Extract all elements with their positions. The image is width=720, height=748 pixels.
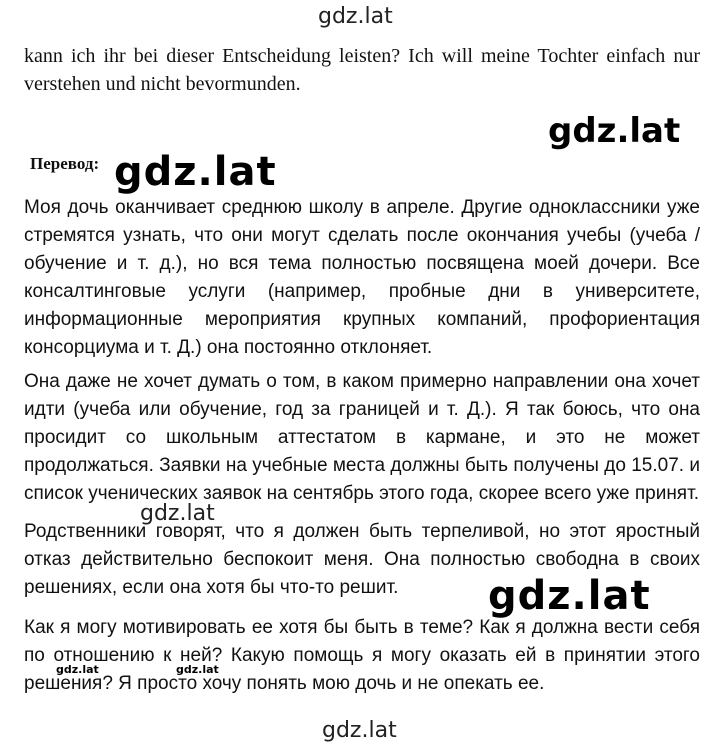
watermark-tiny-left: gdz.lat [56, 663, 99, 676]
german-paragraph: kann ich ihr bei dieser Entscheidung leisten? Ich will meine Tochter einfach nur verstehen und nicht bevormunden. [24, 45, 700, 95]
translation-paragraph-4: Как я могу мотивировать ее хотя бы быть в теме? Как я должна вести себя по отношению к ней? Какую помощь я могу оказать ей в принятии этого решения? Я просто хочу понять мою дочь и не опекать ее. [24, 617, 700, 694]
watermark-bottom: gdz.lat [322, 718, 397, 743]
watermark-tiny-right: gdz.lat [176, 663, 219, 676]
watermark-right-upper: gdz.lat [548, 111, 681, 151]
watermark-heading: gdz.lat [114, 149, 277, 195]
translation-paragraph-1: Моя дочь оканчивает среднюю школу в апреле. Другие одноклассники уже стремятся узнать, что они могут сделать после окончания учебы (учеба / обучение и т. д.), но вся тема полностью посвящена моей дочери. Все консалтинговые услуги (например, пробные дни в университете, информационные мероприятия крупных компаний, профориентация консорциума и т. Д.) она постоянно отклоняет. [24, 197, 700, 358]
translation-heading: Перевод: [30, 154, 100, 173]
translation-paragraph-3: Родственники говорят, что я должен быть терпеливой, но этот яростный отказ действительно беспокоит меня. Она полностью свободна в своих решениях, если она хотя бы что-то решит. [24, 521, 700, 598]
watermark-top: gdz.lat [318, 4, 393, 29]
translation-paragraph-2: Она даже не хочет думать о том, в каком примерно направлении она хочет идти (учеба или обучение, год за границей и т. Д.). Я так боюсь, что она просидит со школьным аттестатом в кармане, и это не может продолжаться. Заявки на учебные места должны быть получены до 15.07. и список ученических заявок на сентябрь этого года, скорее всего уже принят. [24, 371, 700, 504]
watermark-mid-left: gdz.lat [140, 501, 215, 526]
watermark-right-lower: gdz.lat [488, 573, 651, 619]
